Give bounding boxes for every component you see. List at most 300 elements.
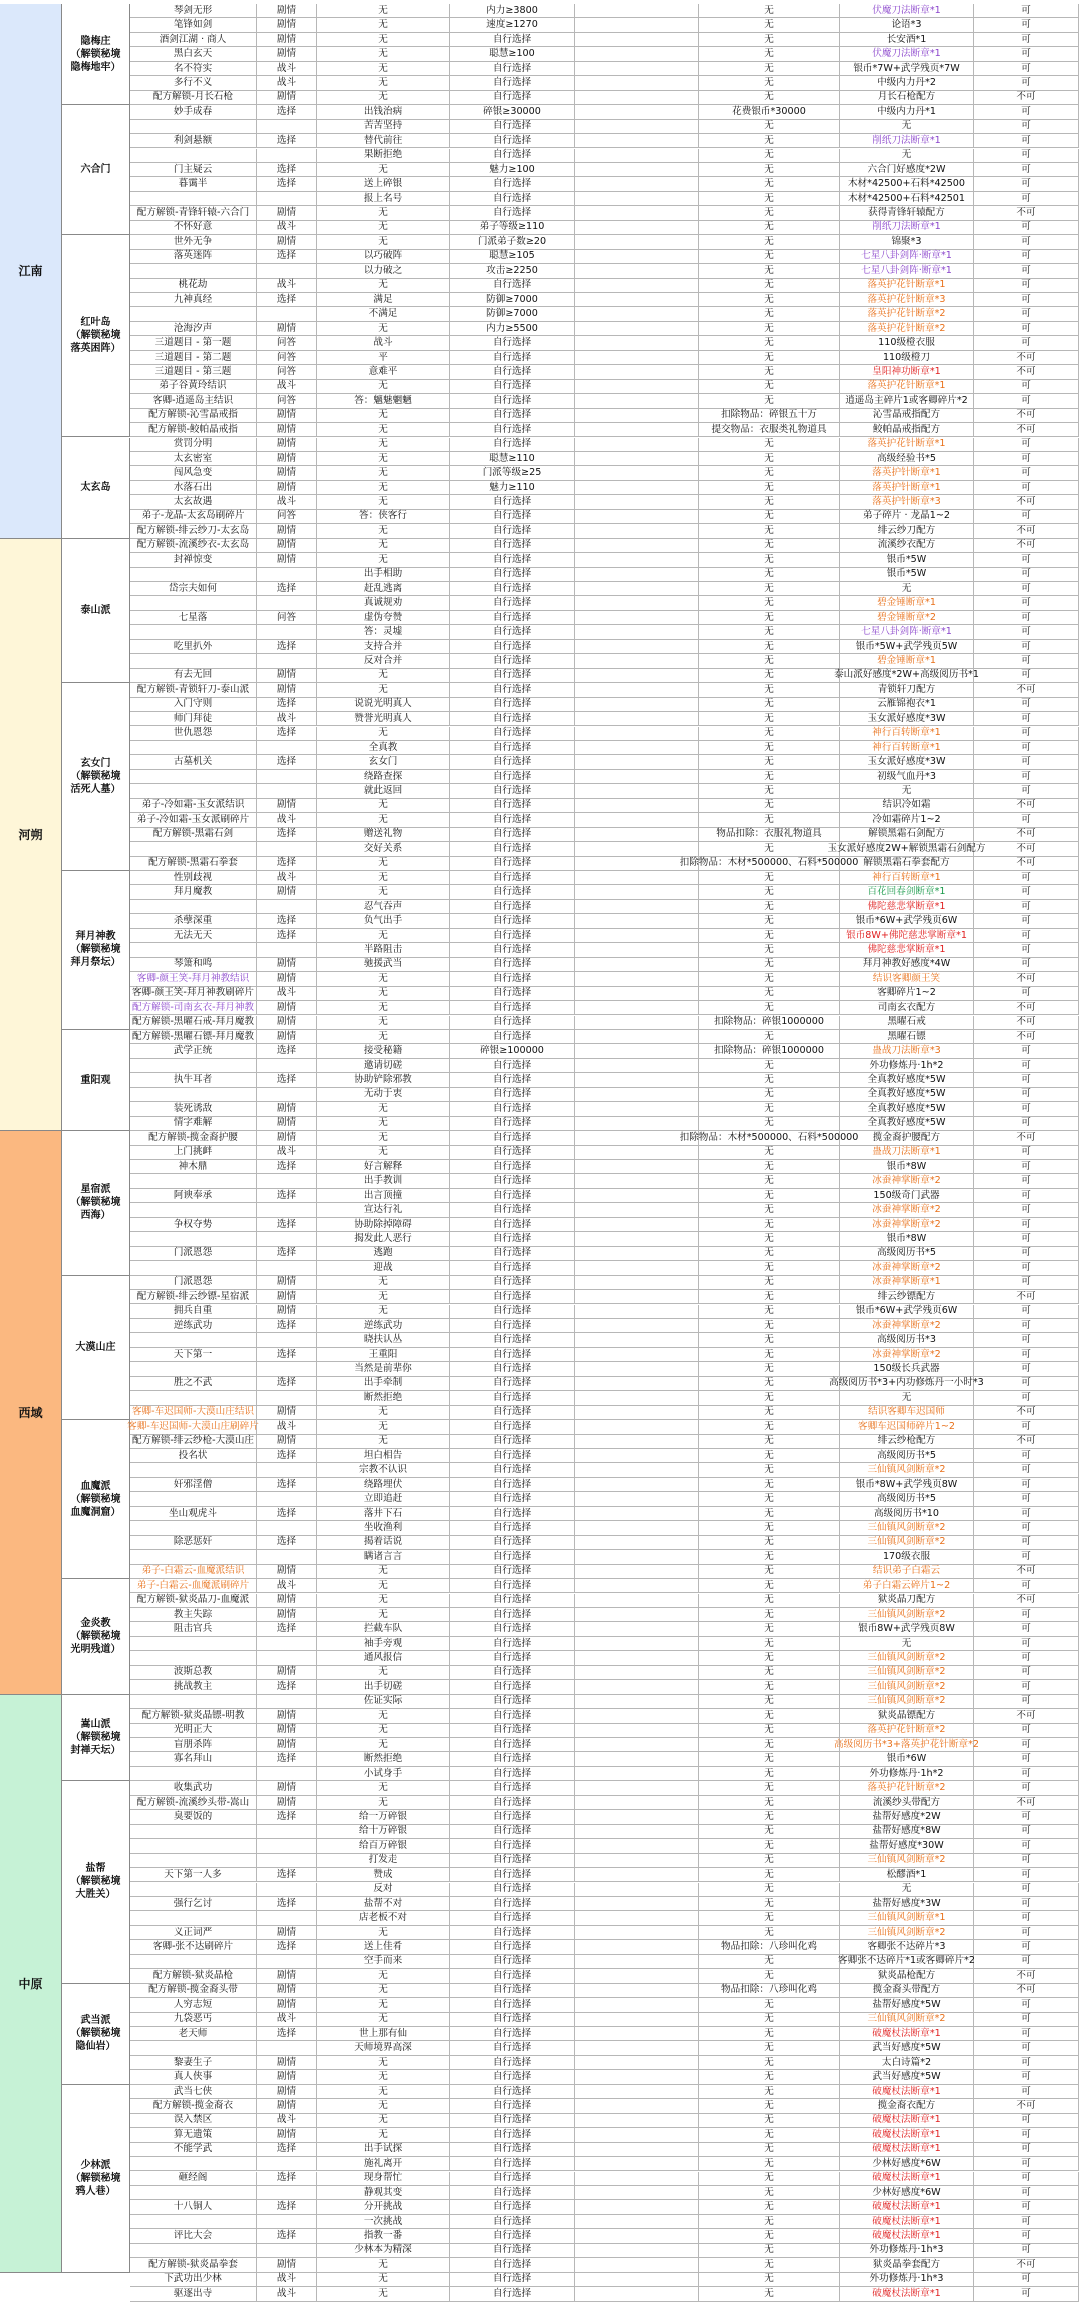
cost-cell: 无 — [699, 1290, 840, 1304]
event-name-cell: 配方解锁-狱炎晶拳套 — [130, 2258, 257, 2272]
option-cell: 无 — [317, 1146, 450, 1160]
condition-cell: 自行选择 — [450, 914, 575, 928]
option-cell: 盐帮不对 — [317, 1897, 450, 1911]
table-row — [0, 510, 1080, 524]
reward-cell: 客卿碎片1~2 — [840, 987, 974, 1001]
event-type-cell: 选择 — [257, 1752, 317, 1766]
repeatable-cell: 可 — [974, 1059, 1079, 1073]
event-name-cell — [130, 2041, 257, 2055]
cost-cell: 无 — [699, 1189, 840, 1203]
repeatable-cell: 不可 — [974, 1016, 1079, 1030]
event-type-cell: 选择 — [257, 1622, 317, 1636]
table-row — [0, 1290, 1080, 1304]
event-type-cell: 问答 — [257, 611, 317, 625]
event-type-cell: 选择 — [257, 293, 317, 307]
extra-cell — [575, 2099, 699, 2113]
condition-cell: 自行选择 — [450, 1868, 575, 1882]
condition-cell: 速度≥1270 — [450, 18, 575, 32]
event-name-cell: 门主疑云 — [130, 163, 257, 177]
event-type-cell: 选择 — [257, 755, 317, 769]
event-type-cell: 问答 — [257, 351, 317, 365]
cost-cell: 无 — [699, 149, 840, 163]
condition-cell: 自行选择 — [450, 857, 575, 871]
option-cell: 绕路埋伏 — [317, 1478, 450, 1492]
cost-cell: 无 — [699, 1478, 840, 1492]
condition-cell: 自行选择 — [450, 958, 575, 972]
reward-cell: 银币8W+武学残页8W — [840, 1622, 974, 1636]
option-cell: 袖手旁观 — [317, 1637, 450, 1651]
cost-cell: 无 — [699, 1203, 840, 1217]
table-row — [0, 698, 1080, 712]
condition-cell: 自行选择 — [450, 755, 575, 769]
option-cell: 无 — [317, 987, 450, 1001]
cost-cell: 无 — [699, 91, 840, 105]
option-cell: 答：魑魅魍魉 — [317, 394, 450, 408]
condition-cell: 自行选择 — [450, 2157, 575, 2171]
event-name-cell: 三道题目 - 第二题 — [130, 351, 257, 365]
repeatable-cell: 不可 — [974, 1969, 1079, 1983]
event-name-cell — [130, 1088, 257, 1102]
option-cell: 无 — [317, 423, 450, 437]
option-cell: 无 — [317, 1305, 450, 1319]
event-name-cell: 名不符实 — [130, 62, 257, 76]
table-row — [0, 582, 1080, 596]
extra-cell — [575, 1319, 699, 1333]
cost-cell: 无 — [699, 438, 840, 452]
reward-cell: 三仙镇风剑断章*1 — [840, 1911, 974, 1925]
option-cell: 少林本为精深 — [317, 2244, 450, 2258]
extra-cell — [575, 1449, 699, 1463]
cost-cell: 无 — [699, 900, 840, 914]
event-name-cell: 杀孽深重 — [130, 914, 257, 928]
event-type-cell: 剧情 — [257, 1131, 317, 1145]
event-type-cell — [257, 1839, 317, 1853]
repeatable-cell: 不可 — [974, 1435, 1079, 1449]
option-cell: 瞒诸言言 — [317, 1550, 450, 1564]
extra-cell — [575, 279, 699, 293]
event-name-cell: 收集武功 — [130, 1781, 257, 1795]
reward-cell: 百花回春剑断章*1 — [840, 885, 974, 899]
event-name-cell — [130, 1463, 257, 1477]
reward-cell: 无 — [840, 1883, 974, 1897]
option-cell: 通风报信 — [317, 1651, 450, 1665]
condition-cell: 自行选择 — [450, 900, 575, 914]
condition-cell: 自行选择 — [450, 1926, 575, 1940]
repeatable-cell: 可 — [974, 2186, 1079, 2200]
condition-cell: 自行选择 — [450, 943, 575, 957]
condition-cell: 自行选择 — [450, 524, 575, 538]
option-cell: 无 — [317, 4, 450, 18]
event-name-cell: 配方解锁-月长石枪 — [130, 91, 257, 105]
condition-cell: 聪慧≥105 — [450, 250, 575, 264]
table-row — [0, 857, 1080, 871]
event-type-cell — [257, 1261, 317, 1275]
cost-cell: 无 — [699, 1276, 840, 1290]
repeatable-cell: 可 — [974, 1651, 1079, 1665]
condition-cell: 自行选择 — [450, 2070, 575, 2084]
cost-cell: 无 — [699, 1955, 840, 1969]
event-type-cell: 剧情 — [257, 2099, 317, 2113]
event-name-cell: 九神真经 — [130, 293, 257, 307]
cost-cell: 花费银币*30000 — [699, 105, 840, 119]
reward-cell: 外功修炼丹·1h*2 — [840, 1059, 974, 1073]
option-cell: 无 — [317, 539, 450, 553]
condition-cell: 聪慧≥100 — [450, 47, 575, 61]
repeatable-cell: 可 — [974, 192, 1079, 206]
option-cell: 无 — [317, 1016, 450, 1030]
repeatable-cell: 不可 — [974, 2258, 1079, 2272]
cost-cell: 无 — [699, 33, 840, 47]
event-type-cell: 战斗 — [257, 495, 317, 509]
event-type-cell: 选择 — [257, 929, 317, 943]
cost-cell: 无 — [699, 1218, 840, 1232]
option-cell: 落井下石 — [317, 1507, 450, 1521]
reward-cell: 三仙镇风剑断章*2 — [840, 1536, 974, 1550]
condition-cell: 自行选择 — [450, 1406, 575, 1420]
repeatable-cell: 可 — [974, 1926, 1079, 1940]
event-type-cell — [257, 1174, 317, 1188]
reward-cell: 盐帮好感度*5W — [840, 1998, 974, 2012]
event-name-cell: 天下第一 — [130, 1348, 257, 1362]
event-name-cell: 波斯总教 — [130, 1666, 257, 1680]
extra-cell — [575, 958, 699, 972]
extra-cell — [575, 510, 699, 524]
event-name-cell: 老天师 — [130, 2027, 257, 2041]
condition-cell: 自行选择 — [450, 2200, 575, 2214]
option-cell: 无 — [317, 438, 450, 452]
option-cell: 无 — [317, 2099, 450, 2113]
event-name-cell — [130, 1203, 257, 1217]
table-row — [0, 1666, 1080, 1680]
repeatable-cell: 可 — [974, 1102, 1079, 1116]
reward-cell: 银币*8W+武学残页8W — [840, 1478, 974, 1492]
extra-cell — [575, 1969, 699, 1983]
event-name-cell: 挑战教主 — [130, 1680, 257, 1694]
event-name-cell: 配方解锁-绯云纱镖-星宿派 — [130, 1290, 257, 1304]
extra-cell — [575, 1406, 699, 1420]
reward-cell: 三仙镇风剑断章*2 — [840, 1651, 974, 1665]
repeatable-cell: 不可 — [974, 1290, 1079, 1304]
repeatable-cell: 可 — [974, 885, 1079, 899]
extra-cell — [575, 336, 699, 350]
event-type-cell — [257, 1825, 317, 1839]
event-name-cell — [130, 149, 257, 163]
cost-cell: 无 — [699, 2244, 840, 2258]
reward-cell: 论语*3 — [840, 18, 974, 32]
event-type-cell: 剧情 — [257, 885, 317, 899]
option-cell: 绕路查探 — [317, 770, 450, 784]
option-cell: 小试身手 — [317, 1767, 450, 1781]
reward-cell: 破魔杖法断章*1 — [840, 2027, 974, 2041]
extra-cell — [575, 438, 699, 452]
cost-cell: 无 — [699, 1492, 840, 1506]
condition-cell: 自行选择 — [450, 1016, 575, 1030]
table-row — [0, 91, 1080, 105]
event-name-cell — [130, 943, 257, 957]
option-cell: 战斗 — [317, 336, 450, 350]
table-row — [0, 1174, 1080, 1188]
cost-cell: 无 — [699, 1738, 840, 1752]
cost-cell: 无 — [699, 799, 840, 813]
option-cell: 无 — [317, 1796, 450, 1810]
repeatable-cell: 可 — [974, 2056, 1079, 2070]
repeatable-cell: 不可 — [974, 828, 1079, 842]
event-type-cell: 选择 — [257, 1478, 317, 1492]
reward-cell: 伏魔刀法断章*1 — [840, 4, 974, 18]
condition-cell: 自行选择 — [450, 972, 575, 986]
extra-cell — [575, 163, 699, 177]
event-name-cell: 太玄故遇 — [130, 495, 257, 509]
repeatable-cell: 可 — [974, 481, 1079, 495]
cost-cell: 无 — [699, 18, 840, 32]
condition-cell: 自行选择 — [450, 394, 575, 408]
table-row — [0, 1261, 1080, 1275]
table-row — [0, 1073, 1080, 1087]
extra-cell — [575, 1377, 699, 1391]
option-cell: 协助除掉障碍 — [317, 1218, 450, 1232]
table-row — [0, 1752, 1080, 1766]
reward-cell: 盐帮好感度*3W — [840, 1897, 974, 1911]
cost-cell: 无 — [699, 380, 840, 394]
extra-cell — [575, 1362, 699, 1376]
condition-cell: 自行选择 — [450, 640, 575, 654]
event-type-cell: 剧情 — [257, 1102, 317, 1116]
table-row — [0, 1160, 1080, 1174]
reward-cell: 泰山派好感度*2W+高级阅历书*1 — [840, 669, 974, 683]
condition-cell: 弟子等级≥110 — [450, 221, 575, 235]
event-type-cell: 剧情 — [257, 18, 317, 32]
reward-cell: 全真教好感度*5W — [840, 1117, 974, 1131]
event-name-cell: 神木鼎 — [130, 1160, 257, 1174]
cost-cell: 无 — [699, 1160, 840, 1174]
table-row — [0, 2099, 1080, 2113]
extra-cell — [575, 1955, 699, 1969]
condition-cell: 自行选择 — [450, 279, 575, 293]
event-type-cell: 选择 — [257, 1218, 317, 1232]
extra-cell — [575, 264, 699, 278]
option-cell: 以巧破阵 — [317, 250, 450, 264]
event-type-cell: 选择 — [257, 640, 317, 654]
event-name-cell: 配方解锁-绯云纱刀-太玄岛 — [130, 524, 257, 538]
repeatable-cell: 可 — [974, 914, 1079, 928]
cost-cell: 无 — [699, 1637, 840, 1651]
event-name-cell: 闯风急变 — [130, 466, 257, 480]
event-name-cell: 弟子-龙晶-太玄岛刷碎片 — [130, 510, 257, 524]
extra-cell — [575, 2157, 699, 2171]
repeatable-cell: 可 — [974, 1507, 1079, 1521]
repeatable-cell: 可 — [974, 1146, 1079, 1160]
extra-cell — [575, 2085, 699, 2099]
extra-cell — [575, 466, 699, 480]
extra-cell — [575, 1796, 699, 1810]
cost-cell: 无 — [699, 510, 840, 524]
repeatable-cell: 可 — [974, 2114, 1079, 2128]
table-row — [0, 2143, 1080, 2157]
table-row — [0, 1305, 1080, 1319]
event-type-cell: 剧情 — [257, 2258, 317, 2272]
cost-cell: 提交物品：衣服类礼物道具 — [699, 423, 840, 437]
extra-cell — [575, 1305, 699, 1319]
event-type-cell: 选择 — [257, 2027, 317, 2041]
event-name-cell — [130, 1261, 257, 1275]
option-cell: 苦苦坚持 — [317, 120, 450, 134]
table-row — [0, 1940, 1080, 1954]
reward-cell: 全真教好感度*5W — [840, 1102, 974, 1116]
repeatable-cell: 不可 — [974, 1030, 1079, 1044]
table-row — [0, 1709, 1080, 1723]
table-row — [0, 2172, 1080, 2186]
condition-cell: 自行选择 — [450, 2172, 575, 2186]
option-cell: 无 — [317, 2013, 450, 2027]
event-name-cell: 装死诱敌 — [130, 1102, 257, 1116]
option-cell: 天师境界高深 — [317, 2041, 450, 2055]
table-row — [0, 900, 1080, 914]
condition-cell: 自行选择 — [450, 1463, 575, 1477]
table-row — [0, 1825, 1080, 1839]
cost-cell: 无 — [699, 1435, 840, 1449]
table-row — [0, 1391, 1080, 1405]
cost-cell: 无 — [699, 2229, 840, 2243]
event-name-cell: 天下第一人多 — [130, 1868, 257, 1882]
repeatable-cell: 可 — [974, 105, 1079, 119]
event-name-cell: 阿谀奉承 — [130, 1189, 257, 1203]
cost-cell: 无 — [699, 163, 840, 177]
table-row — [0, 1348, 1080, 1362]
extra-cell — [575, 654, 699, 668]
option-cell: 无 — [317, 1117, 450, 1131]
option-cell: 无 — [317, 221, 450, 235]
extra-cell — [575, 409, 699, 423]
event-type-cell: 选择 — [257, 105, 317, 119]
cost-cell: 无 — [699, 1521, 840, 1535]
condition-cell: 自行选择 — [450, 1622, 575, 1636]
repeatable-cell: 可 — [974, 1940, 1079, 1954]
table-row — [0, 568, 1080, 582]
reward-cell: 高级经验书*5 — [840, 452, 974, 466]
extra-cell — [575, 1738, 699, 1752]
event-name-cell: 沧海汐声 — [130, 322, 257, 336]
extra-cell — [575, 727, 699, 741]
option-cell: 无 — [317, 1724, 450, 1738]
cost-cell: 无 — [699, 76, 840, 90]
event-name-cell: 上门挑衅 — [130, 1146, 257, 1160]
table-row — [0, 669, 1080, 683]
extra-cell — [575, 423, 699, 437]
repeatable-cell: 可 — [974, 4, 1079, 18]
cost-cell: 无 — [699, 1305, 840, 1319]
repeatable-cell: 可 — [974, 1261, 1079, 1275]
repeatable-cell: 可 — [974, 1203, 1079, 1217]
option-cell: 无 — [317, 1290, 450, 1304]
repeatable-cell: 可 — [974, 1160, 1079, 1174]
cost-cell: 无 — [699, 134, 840, 148]
cost-cell: 无 — [699, 120, 840, 134]
condition-cell: 自行选择 — [450, 727, 575, 741]
option-cell: 无 — [317, 1984, 450, 1998]
extra-cell — [575, 1883, 699, 1897]
repeatable-cell: 可 — [974, 698, 1079, 712]
option-cell: 宣达行礼 — [317, 1203, 450, 1217]
reward-cell: 弟子碎片 · 龙晶1~2 — [840, 510, 974, 524]
table-row — [0, 177, 1080, 191]
cost-cell: 无 — [699, 1146, 840, 1160]
option-cell: 交好关系 — [317, 842, 450, 856]
extra-cell — [575, 105, 699, 119]
condition-cell: 自行选择 — [450, 1940, 575, 1954]
condition-cell: 自行选择 — [450, 206, 575, 220]
table-row — [0, 2273, 1080, 2287]
table-row — [0, 1565, 1080, 1579]
reward-cell: 落英护花针断章*2 — [840, 1724, 974, 1738]
repeatable-cell: 不可 — [974, 524, 1079, 538]
event-type-cell — [257, 900, 317, 914]
repeatable-cell: 可 — [974, 1377, 1079, 1391]
repeatable-cell: 可 — [974, 1825, 1079, 1839]
table-row — [0, 134, 1080, 148]
repeatable-cell: 可 — [974, 1478, 1079, 1492]
repeatable-cell: 可 — [974, 553, 1079, 567]
reward-cell: 落英护花针断章*1 — [840, 380, 974, 394]
option-cell: 无 — [317, 452, 450, 466]
cost-cell: 无 — [699, 2041, 840, 2055]
reward-cell: 高级阅历书*5 — [840, 1449, 974, 1463]
table-row — [0, 105, 1080, 119]
repeatable-cell: 可 — [974, 2273, 1079, 2287]
table-row — [0, 2287, 1080, 2301]
reward-cell: 三仙镇风剑断章*2 — [840, 1680, 974, 1694]
cost-cell: 无 — [699, 568, 840, 582]
event-type-cell: 选择 — [257, 1073, 317, 1087]
option-cell: 平 — [317, 351, 450, 365]
condition-cell: 内力≥5500 — [450, 322, 575, 336]
cost-cell: 无 — [699, 1709, 840, 1723]
cost-cell: 无 — [699, 495, 840, 509]
event-name-cell — [130, 120, 257, 134]
condition-cell: 自行选择 — [450, 33, 575, 47]
option-cell: 协助铲除邪教 — [317, 1073, 450, 1087]
table-row — [0, 1044, 1080, 1058]
condition-cell: 自行选择 — [450, 1478, 575, 1492]
option-cell: 出钱治病 — [317, 105, 450, 119]
event-name-cell: 配方解锁-狱炎晶枪 — [130, 1969, 257, 1983]
option-cell: 给一万碎银 — [317, 1810, 450, 1824]
event-name-cell — [130, 784, 257, 798]
event-type-cell — [257, 192, 317, 206]
cost-cell: 无 — [699, 1796, 840, 1810]
condition-cell: 自行选择 — [450, 1565, 575, 1579]
event-type-cell: 选择 — [257, 2229, 317, 2243]
repeatable-cell: 不可 — [974, 1594, 1079, 1608]
table-row — [0, 394, 1080, 408]
event-name-cell: 不怀好意 — [130, 221, 257, 235]
event-name-cell — [130, 1333, 257, 1347]
table-row — [0, 120, 1080, 134]
extra-cell — [575, 62, 699, 76]
event-name-cell — [130, 1651, 257, 1665]
reward-cell: 破魔杖法断章*1 — [840, 2287, 974, 2301]
option-cell: 无 — [317, 1565, 450, 1579]
extra-cell — [575, 2041, 699, 2055]
event-name-cell — [130, 264, 257, 278]
condition-cell: 自行选择 — [450, 1218, 575, 1232]
condition-cell: 自行选择 — [450, 1203, 575, 1217]
cost-cell: 无 — [699, 2258, 840, 2272]
event-type-cell: 战斗 — [257, 76, 317, 90]
table-row — [0, 596, 1080, 610]
repeatable-cell: 可 — [974, 1666, 1079, 1680]
option-cell: 揭发此人恶行 — [317, 1232, 450, 1246]
reward-cell: 玉女派好感度*3W — [840, 712, 974, 726]
